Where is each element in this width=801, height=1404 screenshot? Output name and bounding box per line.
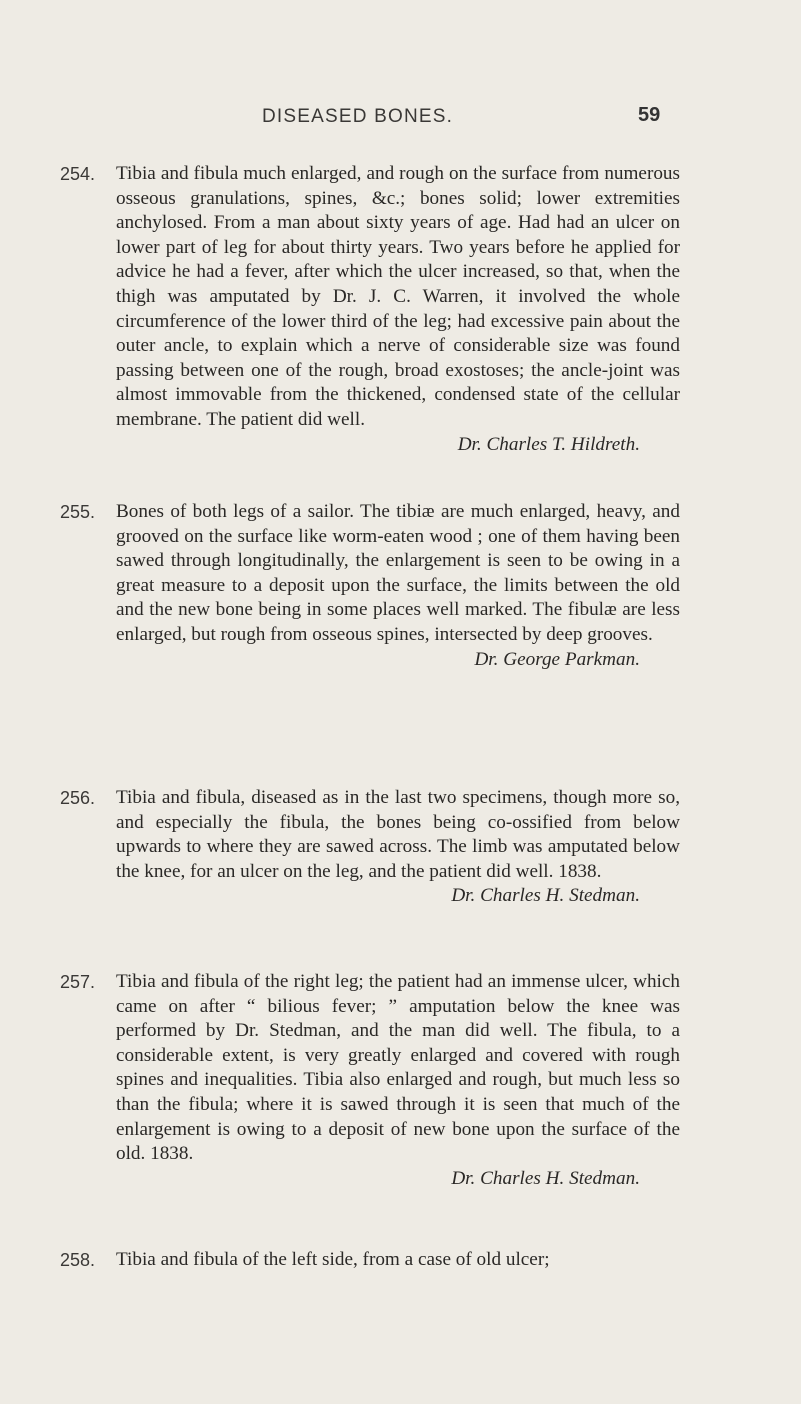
catalogue-entry xyxy=(60,162,680,457)
page-number: 59 xyxy=(638,104,661,126)
catalogue-entry xyxy=(60,970,680,1191)
entry-donor: Dr. Charles T. Hildreth. xyxy=(457,433,640,455)
entry-donor: Dr. George Parkman. xyxy=(474,648,640,670)
entry-donor: Dr. Charles H. Stedman. xyxy=(451,1167,640,1189)
running-head xyxy=(0,106,801,136)
catalogue-entry xyxy=(60,786,680,909)
entry-number: 254. xyxy=(60,164,96,184)
entry-number: 258. xyxy=(60,1250,96,1270)
entry-text: Tibia and fibula, diseased as in the last two specimens, though more so, and especially the fibula, the bones being co-ossified from below upwards to where they are sawed across. The limb was amputated below the knee, for an ulcer on the leg, and the patient did well. 1838. xyxy=(116,787,680,882)
running-title: DISEASED BONES. xyxy=(262,106,454,127)
entry-text: Bones of both legs of a sailor. The tibiæ are much enlarged, heavy, and grooved on the surface like worm-eaten wood ; one of them having been sawed through longitudinally, the enlargement is seen to be owing in a great measure to a deposit upon the surface, the limits between the old and the new bone being in some places well marked. The fibulæ are less enlarged, but rough from osseous spines, intersected by deep grooves. xyxy=(116,501,680,645)
entry-text: Tibia and fibula much enlarged, and rough on the surface from numerous osseous granulations, spines, &c.; bones solid; lower extremities anchylosed. From a man about sixty years of age. Had had an ulcer on lower part of leg for about thirty years. Two years before he applied for advice he had a fever, after which the ulcer increased, so that, when the thigh was amputated by Dr. J. C. Warren, it involved the whole circumference of the lower third of the leg; had excessive pain about the outer ancle, to explain which a nerve of considerable size was found passing between one of the rough, broad exostoses; the ancle-joint was almost immovable from the thickened, condensed state of the cellular membrane. The patient did well. xyxy=(116,163,680,430)
entry-number: 257. xyxy=(60,972,96,992)
entry-number: 256. xyxy=(60,788,96,808)
entry-donor: Dr. Charles H. Stedman. xyxy=(451,885,640,907)
entry-text: Tibia and fibula of the right leg; the patient had an immense ulcer, which came on after “ bilious fever; ” amputation below the knee was performed by Dr. Stedman, and the man did well. The fibula, to a considerable extent, is very greatly enlarged and covered with rough spines and inequalities. Tibia also enlarged and rough, but much less so than the fibula; where it is sawed through it is seen that much of the enlargement is owing to a deposit of new bone upon the surface of the old. 1838. xyxy=(116,971,680,1165)
entry-number: 255. xyxy=(60,502,96,522)
catalogue-entry xyxy=(60,1248,680,1273)
catalogue-entry xyxy=(60,500,680,672)
entry-text: Tibia and fibula of the left side, from a case of old ulcer; xyxy=(116,1249,550,1270)
